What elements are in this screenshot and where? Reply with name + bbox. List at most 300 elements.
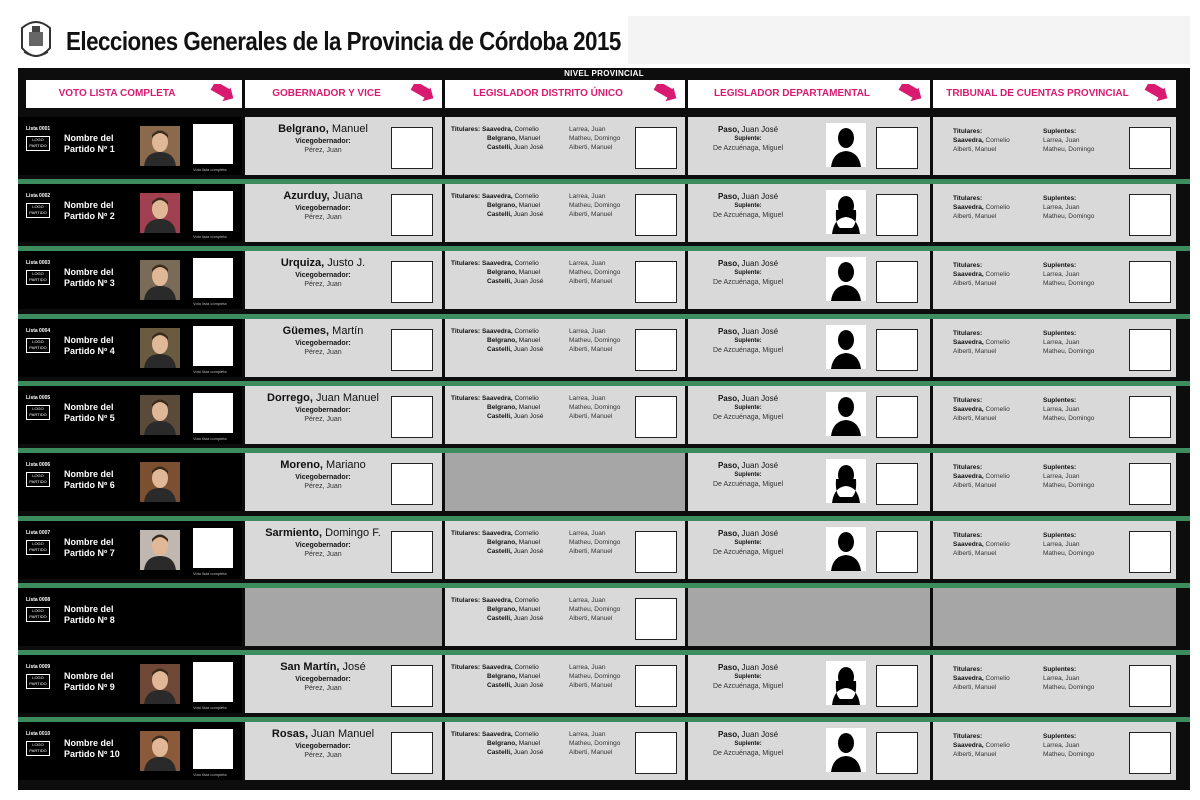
governor-surname: Dorrego, [267, 392, 313, 404]
tribunal-suplentes-label: Suplentes: [1043, 262, 1077, 269]
column-header-legislador-departamental [688, 80, 930, 108]
titular-surname: Belgrano, [487, 337, 517, 344]
legislador-departamental-checkbox[interactable] [876, 329, 918, 371]
dep-candidate-name [688, 192, 808, 201]
titular-line: Alberti, Manuel [569, 346, 613, 353]
party-name: Nombre del Partido Nº 5 [64, 402, 115, 423]
tribunal-suplentes [1043, 732, 1094, 759]
candidate-photo [826, 661, 866, 705]
dep-surname: Paso, [717, 663, 740, 672]
tribunal-suplente-line: Larrea, Juan [1043, 204, 1080, 211]
titular-line [451, 277, 543, 286]
vice-name: Pérez, Juan [304, 281, 342, 288]
tribunal-cell [933, 655, 1176, 713]
lista-number: Lista 0009 [26, 664, 51, 670]
titular-line: Matheu, Domingo [569, 673, 621, 680]
voto-lista-completa-checkbox[interactable] [193, 191, 233, 231]
vice-label: Vicegobernador: [295, 138, 351, 145]
governor-surname: Belgrano, [278, 123, 329, 135]
titular-first: Juan José [513, 682, 544, 689]
titular-line: Alberti, Manuel [569, 548, 613, 555]
vice-name: Pérez, Juan [304, 551, 342, 558]
legislador-distrito-cell [445, 521, 685, 579]
titular-first: Manuel [518, 606, 541, 613]
ballot-row [18, 179, 1190, 246]
titular-surname: Castelli, [487, 682, 512, 689]
gobernador-cell [245, 521, 442, 579]
vice-name: Pérez, Juan [304, 214, 342, 221]
tribunal-titular-first: Cornelio [985, 541, 1010, 548]
titular-line: Alberti, Manuel [569, 278, 613, 285]
dep-candidate-name [688, 327, 808, 336]
tribunal-suplente-line: Matheu, Domingo [1043, 751, 1095, 758]
lista-number: Lista 0006 [26, 462, 51, 468]
voto-completo-label: Voto lista completa [193, 436, 227, 441]
gobernador-checkbox[interactable] [391, 396, 433, 438]
provincial-seal-icon [18, 18, 54, 64]
titular-line: Matheu, Domingo [569, 135, 621, 142]
tribunal-cell [933, 588, 1176, 646]
legislador-distrito-cell [445, 386, 685, 444]
tribunal-titulares-label: Titulares: [953, 397, 983, 404]
party-cell [18, 453, 242, 511]
tribunal-suplentes [1043, 127, 1094, 154]
tribunal-suplentes-label: Suplentes: [1043, 666, 1077, 673]
legislador-departamental-cell [688, 722, 930, 780]
dep-first-name: Juan José [741, 192, 779, 201]
tribunal-suplentes [1043, 665, 1094, 692]
dep-first-name: Juan José [741, 730, 779, 739]
titulares-list [451, 596, 543, 623]
titular-line: Larrea, Juan [569, 126, 606, 133]
titular-first: Manuel [518, 135, 541, 142]
tribunal-titulares [953, 732, 1010, 759]
legislador-distrito-cell [445, 184, 685, 242]
party-name: Nombre del Partido Nº 2 [64, 200, 115, 221]
titular-line: Larrea, Juan [569, 260, 606, 267]
suplente-name: De Azcuénaga, Miguel [712, 279, 784, 286]
titular-line: Larrea, Juan [569, 530, 606, 537]
legislador-distrito-cell [445, 117, 685, 175]
party-logo: LOGO PARTIDO [26, 472, 50, 487]
tribunal-cell [933, 251, 1176, 309]
titular-surname: Belgrano, [487, 740, 517, 747]
tribunal-titular-line: Alberti, Manuel [953, 751, 997, 758]
male-silhouette-icon [826, 325, 866, 369]
titular-line: Matheu, Domingo [569, 539, 621, 546]
dep-candidate-name [688, 461, 808, 470]
governor-first-name: Justo J. [327, 257, 366, 269]
tribunal-suplente-line: Larrea, Juan [1043, 675, 1080, 682]
legislador-distrito-cell [445, 319, 685, 377]
titular-line: Alberti, Manuel [569, 144, 613, 151]
tribunal-cell [933, 117, 1176, 175]
candidate-portrait [140, 328, 180, 368]
titulares-list [451, 394, 543, 421]
portrait-figure-icon [140, 462, 180, 502]
lista-number: Lista 0010 [26, 731, 51, 737]
titulares-list-2 [569, 327, 620, 354]
titular-first: Manuel [518, 269, 541, 276]
voto-lista-completa-checkbox[interactable] [193, 326, 233, 366]
titular-first: Juan José [513, 615, 544, 622]
dep-surname: Paso, [717, 730, 740, 739]
titulares-list-2 [569, 730, 620, 757]
tribunal-titulares [953, 127, 1010, 154]
titular-surname: Saavedra, [481, 328, 513, 335]
legislador-distrito-checkbox[interactable] [635, 732, 677, 774]
tribunal-titular-surname: Saavedra, [953, 742, 984, 749]
candidate-photo [826, 123, 866, 167]
tribunal-checkbox[interactable] [1129, 531, 1171, 573]
governor-first-name: Juan Manuel [315, 392, 379, 404]
legislador-departamental-checkbox[interactable] [876, 463, 918, 505]
lista-block [26, 260, 52, 285]
titular-line: Alberti, Manuel [569, 749, 613, 756]
titular-surname: Belgrano, [487, 135, 517, 142]
titular-first: Manuel [518, 539, 541, 546]
titulares-label: Titulares: [451, 328, 481, 335]
party-cell [18, 184, 242, 242]
party-logo: LOGO PARTIDO [26, 405, 50, 420]
female-silhouette-icon [826, 661, 866, 705]
dep-surname: Paso, [717, 192, 740, 201]
tribunal-suplente-line: Larrea, Juan [1043, 473, 1080, 480]
candidate-photo [826, 728, 866, 772]
ballot-row [18, 583, 1190, 650]
tribunal-titulares [953, 463, 1010, 490]
arrow-down-icon [651, 84, 679, 104]
lista-number: Lista 0005 [26, 395, 51, 401]
titular-first: Juan José [513, 346, 544, 353]
party-cell [18, 251, 242, 309]
titular-line [451, 596, 543, 605]
titular-first: Cornelio [514, 530, 539, 537]
titular-line: Larrea, Juan [569, 664, 606, 671]
candidate-portrait [140, 395, 180, 435]
titular-surname: Belgrano, [487, 673, 517, 680]
titular-surname: Castelli, [487, 548, 512, 555]
governor-first-name: Domingo F. [325, 527, 381, 539]
titulares-label: Titulares: [451, 193, 481, 200]
titular-line [451, 125, 543, 134]
page-header [0, 0, 1200, 68]
gobernador-checkbox[interactable] [391, 194, 433, 236]
gobernador-cell [245, 386, 442, 444]
legislador-distrito-checkbox[interactable] [635, 194, 677, 236]
column-header-tribunal [933, 80, 1176, 108]
tribunal-titular-first: Cornelio [985, 406, 1010, 413]
suplente-label: Suplente: [734, 338, 762, 344]
tribunal-suplentes-label: Suplentes: [1043, 733, 1077, 740]
column-header-gobernador [245, 80, 442, 108]
titulares-label: Titulares: [451, 395, 481, 402]
legislador-departamental-cell [688, 319, 930, 377]
tribunal-titular-surname: Saavedra, [953, 675, 984, 682]
lista-block [26, 395, 52, 420]
titular-line [451, 663, 543, 672]
party-name: Nombre del Partido Nº 7 [64, 537, 115, 558]
lista-block [26, 193, 52, 218]
male-silhouette-icon [826, 728, 866, 772]
suplente-name: De Azcuénaga, Miguel [712, 549, 784, 556]
legislador-distrito-cell [445, 453, 685, 511]
suplente-name: De Azcuénaga, Miguel [712, 145, 784, 152]
titular-surname: Castelli, [487, 749, 512, 756]
vice-name: Pérez, Juan [304, 483, 342, 490]
tribunal-suplente-line: Larrea, Juan [1043, 137, 1080, 144]
ballot-row [18, 381, 1190, 448]
portrait-figure-icon [140, 731, 180, 771]
gobernador-checkbox[interactable] [391, 329, 433, 371]
tribunal-suplentes-label: Suplentes: [1043, 397, 1077, 404]
titular-first: Manuel [518, 202, 541, 209]
party-name: Nombre del Partido Nº 6 [64, 469, 115, 490]
voto-completo-label: Voto lista completa [193, 571, 227, 576]
suplente-label: Suplente: [734, 674, 762, 680]
tribunal-titular-surname: Saavedra, [953, 271, 984, 278]
vice-name: Pérez, Juan [304, 349, 342, 356]
ballot-row [18, 246, 1190, 313]
tribunal-checkbox[interactable] [1129, 127, 1171, 169]
gobernador-cell [245, 319, 442, 377]
header-blank-field [628, 16, 1190, 64]
lista-number: Lista 0003 [26, 260, 51, 266]
candidate-photo [826, 459, 866, 503]
portrait-figure-icon [140, 328, 180, 368]
party-name: Nombre del Partido Nº 4 [64, 335, 115, 356]
tribunal-cell [933, 521, 1176, 579]
titular-line: Larrea, Juan [569, 597, 606, 604]
legislador-departamental-checkbox[interactable] [876, 127, 918, 169]
portrait-figure-icon [140, 530, 180, 570]
legislador-departamental-cell [688, 453, 930, 511]
dep-candidate-name [688, 394, 808, 403]
tribunal-suplentes-label: Suplentes: [1043, 532, 1077, 539]
ballot-row [18, 314, 1190, 381]
female-silhouette-icon [826, 459, 866, 503]
titular-line [451, 192, 543, 201]
tribunal-titulares [953, 261, 1010, 288]
tribunal-titulares-label: Titulares: [953, 128, 983, 135]
titular-surname: Castelli, [487, 346, 512, 353]
legislador-distrito-cell [445, 588, 685, 646]
legislador-departamental-checkbox[interactable] [876, 194, 918, 236]
titular-first: Cornelio [514, 395, 539, 402]
voto-lista-completa-checkbox[interactable] [193, 729, 233, 769]
lista-block [26, 328, 52, 353]
governor-first-name: Mariano [326, 459, 366, 471]
legislador-distrito-checkbox[interactable] [635, 261, 677, 303]
tribunal-checkbox[interactable] [1129, 261, 1171, 303]
tribunal-titular-line [953, 136, 1010, 145]
titular-line [451, 614, 543, 623]
voto-lista-completa-checkbox[interactable] [193, 662, 233, 702]
female-silhouette-icon [826, 190, 866, 234]
governor-name [253, 257, 393, 269]
legislador-distrito-checkbox[interactable] [635, 665, 677, 707]
legislador-distrito-cell [445, 251, 685, 309]
titular-surname: Saavedra, [481, 664, 513, 671]
tribunal-titular-line: Alberti, Manuel [953, 280, 997, 287]
titular-line [451, 403, 543, 412]
voto-completo-label: Voto lista completa [193, 705, 227, 710]
tribunal-cell [933, 722, 1176, 780]
tribunal-suplentes [1043, 329, 1094, 356]
column-header-voto-lista [26, 80, 242, 108]
candidate-photo [826, 392, 866, 436]
governor-name [253, 325, 393, 337]
gobernador-checkbox[interactable] [391, 732, 433, 774]
dep-surname: Paso, [717, 259, 740, 268]
legislador-distrito-checkbox[interactable] [635, 598, 677, 640]
vice-label: Vicegobernador: [295, 340, 351, 347]
legislador-departamental-cell [688, 251, 930, 309]
gobernador-checkbox[interactable] [391, 127, 433, 169]
legislador-departamental-checkbox[interactable] [876, 531, 918, 573]
tribunal-titular-first: Cornelio [985, 339, 1010, 346]
titular-surname: Saavedra, [481, 260, 513, 267]
party-logo: LOGO PARTIDO [26, 540, 50, 555]
titular-line [451, 327, 543, 336]
tribunal-checkbox[interactable] [1129, 665, 1171, 707]
tribunal-titular-surname: Saavedra, [953, 473, 984, 480]
party-name: Nombre del Partido Nº 3 [64, 267, 115, 288]
tribunal-checkbox[interactable] [1129, 396, 1171, 438]
titulares-list [451, 125, 543, 152]
titulares-list-2 [569, 663, 620, 690]
titular-line [451, 681, 543, 690]
gobernador-cell [245, 655, 442, 713]
titular-surname: Saavedra, [481, 530, 513, 537]
titular-first: Cornelio [514, 731, 539, 738]
governor-first-name: Juan Manuel [311, 728, 375, 740]
tribunal-checkbox[interactable] [1129, 329, 1171, 371]
lista-block [26, 597, 52, 622]
titular-surname: Castelli, [487, 211, 512, 218]
party-logo: LOGO PARTIDO [26, 674, 50, 689]
dep-first-name: Juan José [741, 394, 779, 403]
tribunal-titular-line: Alberti, Manuel [953, 348, 997, 355]
tribunal-titulares [953, 329, 1010, 356]
tribunal-titular-first: Cornelio [985, 473, 1010, 480]
portrait-figure-icon [140, 126, 180, 166]
titulares-label: Titulares: [451, 731, 481, 738]
tribunal-titular-line: Alberti, Manuel [953, 213, 997, 220]
legislador-departamental-cell [688, 655, 930, 713]
voto-lista-completa-checkbox[interactable] [193, 393, 233, 433]
party-logo: LOGO PARTIDO [26, 203, 50, 218]
tribunal-titular-line: Alberti, Manuel [953, 550, 997, 557]
legislador-departamental-checkbox[interactable] [876, 261, 918, 303]
legislador-distrito-checkbox[interactable] [635, 531, 677, 573]
tribunal-titular-first: Cornelio [985, 137, 1010, 144]
tribunal-titular-surname: Saavedra, [953, 204, 984, 211]
governor-surname: Azurduy, [283, 190, 330, 202]
gobernador-cell [245, 184, 442, 242]
dep-candidate-name [688, 529, 808, 538]
tribunal-titulares-label: Titulares: [953, 195, 983, 202]
tribunal-titular-line [953, 741, 1010, 750]
vice-label: Vicegobernador: [295, 676, 351, 683]
party-cell [18, 386, 242, 444]
legislador-departamental-checkbox[interactable] [876, 732, 918, 774]
party-name: Nombre del Partido Nº 9 [64, 671, 115, 692]
legislador-departamental-checkbox[interactable] [876, 665, 918, 707]
titulares-list-2 [569, 596, 620, 623]
titulares-label: Titulares: [451, 530, 481, 537]
titular-first: Juan José [513, 413, 544, 420]
voto-completo-label: Voto lista completa [193, 234, 227, 239]
governor-name [253, 728, 393, 740]
tribunal-titulares-label: Titulares: [953, 733, 983, 740]
portrait-figure-icon [140, 664, 180, 704]
lista-number: Lista 0007 [26, 530, 51, 536]
tribunal-suplentes-label: Suplentes: [1043, 330, 1077, 337]
vice-label: Vicegobernador: [295, 542, 351, 549]
voto-lista-completa-checkbox[interactable] [193, 124, 233, 164]
tribunal-checkbox[interactable] [1129, 463, 1171, 505]
tribunal-titular-line: Alberti, Manuel [953, 415, 997, 422]
column-header-label: LEGISLADOR DISTRITO ÚNICO [473, 88, 623, 99]
legislador-distrito-checkbox[interactable] [635, 396, 677, 438]
titulares-label: Titulares: [451, 597, 481, 604]
suplente-label: Suplente: [734, 741, 762, 747]
titular-line: Larrea, Juan [569, 193, 606, 200]
candidate-portrait [140, 530, 180, 570]
suplente-name: De Azcuénaga, Miguel [712, 414, 784, 421]
suplente-label: Suplente: [734, 270, 762, 276]
dep-candidate-name [688, 663, 808, 672]
titular-surname: Saavedra, [481, 395, 513, 402]
titular-line [451, 201, 543, 210]
tribunal-suplentes [1043, 194, 1094, 221]
titulares-list-2 [569, 259, 620, 286]
tribunal-suplente-line: Larrea, Juan [1043, 406, 1080, 413]
gobernador-checkbox[interactable] [391, 531, 433, 573]
legislador-departamental-cell [688, 117, 930, 175]
vice-label: Vicegobernador: [295, 743, 351, 750]
legislador-distrito-checkbox[interactable] [635, 329, 677, 371]
voto-lista-completa-checkbox[interactable] [193, 528, 233, 568]
governor-surname: Sarmiento, [265, 527, 323, 539]
tribunal-checkbox[interactable] [1129, 194, 1171, 236]
tribunal-suplente-line: Matheu, Domingo [1043, 280, 1095, 287]
titulares-list [451, 259, 543, 286]
suplente-name: De Azcuénaga, Miguel [712, 212, 784, 219]
lista-block [26, 462, 52, 487]
gobernador-checkbox[interactable] [391, 261, 433, 303]
titular-first: Juan José [513, 144, 544, 151]
dep-first-name: Juan José [741, 327, 779, 336]
suplente-label: Suplente: [734, 203, 762, 209]
tribunal-titular-line: Alberti, Manuel [953, 482, 997, 489]
titular-surname: Saavedra, [481, 193, 513, 200]
tribunal-checkbox[interactable] [1129, 732, 1171, 774]
gobernador-checkbox[interactable] [391, 463, 433, 505]
voto-lista-completa-checkbox[interactable] [193, 258, 233, 298]
titular-surname: Saavedra, [481, 126, 513, 133]
titular-line [451, 143, 543, 152]
legislador-departamental-checkbox[interactable] [876, 396, 918, 438]
titular-first: Cornelio [514, 664, 539, 671]
titular-line: Matheu, Domingo [569, 202, 621, 209]
tribunal-titular-line [953, 674, 1010, 683]
suplente-name: De Azcuénaga, Miguel [712, 750, 784, 757]
legislador-distrito-checkbox[interactable] [635, 127, 677, 169]
tribunal-titular-line [953, 270, 1010, 279]
gobernador-checkbox[interactable] [391, 665, 433, 707]
